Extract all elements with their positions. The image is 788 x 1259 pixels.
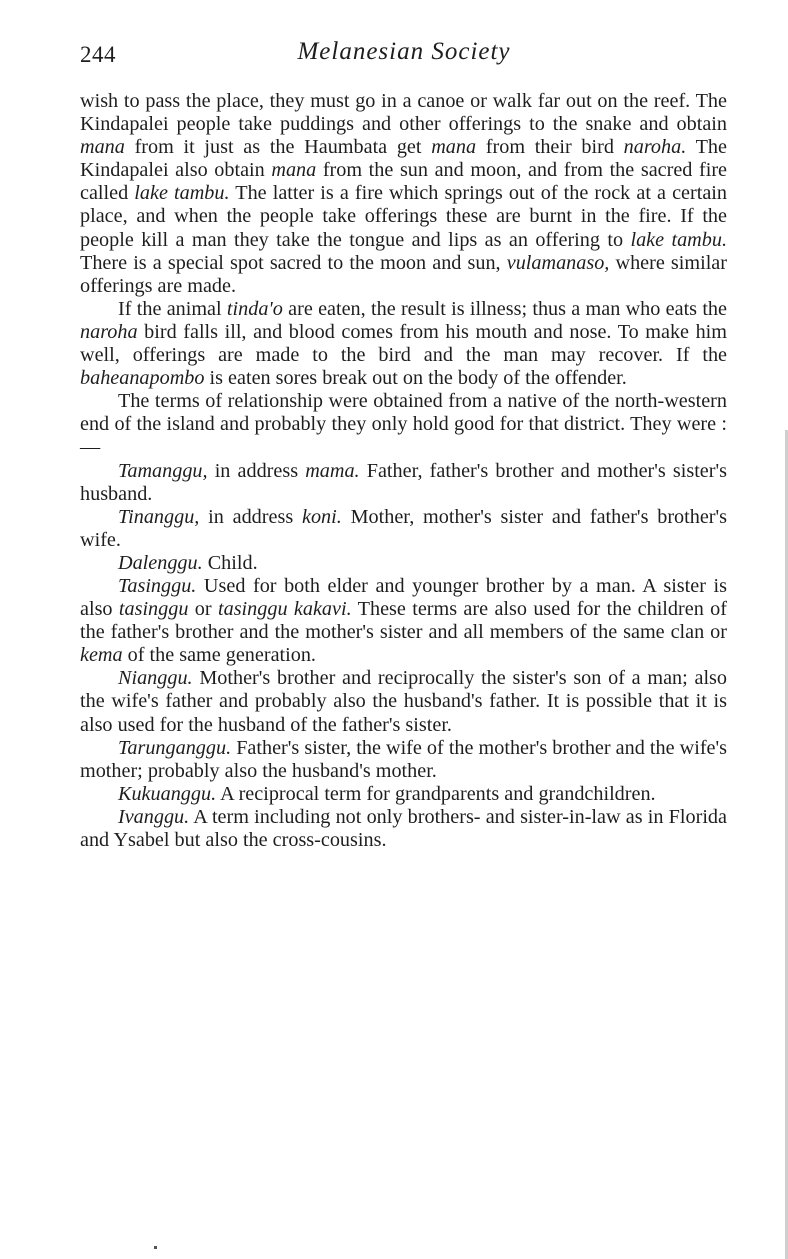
stray-ink-mark xyxy=(154,1246,157,1249)
text-run: A reciprocal term for grandparents and grandchildren. xyxy=(216,782,656,805)
text-run: wish to pass the place, they must go in a canoe or walk far out on the reef. The Kindapalei people take puddings and other offerings to the snake and obtain xyxy=(80,90,727,136)
italic-term: Tarunganggu. xyxy=(118,736,232,759)
text-run: from the sun and moon, and from the sacred fire called xyxy=(80,159,728,205)
italic-term: Tinanggu, xyxy=(118,505,200,528)
italic-term: baheanapombo xyxy=(80,367,205,390)
page-number: 244 xyxy=(80,42,116,67)
text-run: where similar offerings are made. xyxy=(80,251,727,297)
text-run: Father, father's brother and mother's sister's husband. xyxy=(80,459,727,505)
paragraph xyxy=(80,390,727,459)
text-run: of the same generation. xyxy=(122,644,316,667)
running-title: Melanesian Society xyxy=(297,38,511,65)
italic-term: koni. xyxy=(301,505,342,528)
italic-term: Tamanggu, xyxy=(118,459,208,482)
text-run: is eaten sores break out on the body of the offender. xyxy=(204,367,627,390)
italic-term: lake tambu. xyxy=(134,182,230,205)
text-run: Father's sister, the wife of the mother's brother and the wife's mother; probably also the husband's mother. xyxy=(80,736,727,782)
text-run: Child. xyxy=(202,551,258,574)
italic-term: mama. xyxy=(305,459,360,482)
text-run: are eaten, the result is illness; thus a man who eats the xyxy=(282,297,727,320)
italic-term: Ivanggu. xyxy=(118,805,190,828)
text-run: These terms are also used for the children of the father's brother and the mother's sister and all members of the same clan or xyxy=(80,598,727,644)
italic-term: mana xyxy=(80,136,125,159)
text-run: If the animal xyxy=(118,297,227,320)
paragraph xyxy=(80,552,727,575)
text-run: in address xyxy=(207,459,306,482)
text-run: The Kindapalei also obtain xyxy=(80,136,727,182)
paragraph xyxy=(80,806,727,852)
paragraph xyxy=(80,783,727,806)
italic-term: mana xyxy=(271,159,317,182)
italic-term: Tasinggu. xyxy=(118,574,197,597)
text-run: Mother's brother and reciprocally the sister's son of a man; also the wife's father and probably also the husband's father. It is possible that it is also used for the husband of the father's sister. xyxy=(80,667,727,736)
text-run: from their bird xyxy=(476,136,624,159)
italic-term: mana xyxy=(431,136,477,159)
text-run: The terms of relationship were obtained from a native of the north-western end of the island and probably they only hold good for that district. They were :— xyxy=(80,390,727,459)
paragraph xyxy=(80,506,727,552)
text-run: or xyxy=(188,598,218,621)
text-run: in address xyxy=(199,505,302,528)
italic-term: kema xyxy=(80,644,123,667)
text-run: There is a special spot sacred to the moon and sun, xyxy=(80,251,507,274)
italic-term: tasinggu kakavi. xyxy=(218,598,352,621)
italic-term: naroha xyxy=(80,320,138,343)
text-run: bird falls ill, and blood comes from his mouth and nose. To make him well, offerings are made to the bird and the man may recover. If the xyxy=(80,320,727,367)
paragraph xyxy=(80,298,727,390)
paragraph xyxy=(80,667,727,736)
paragraph xyxy=(80,460,727,506)
text-run: from it just as the Haumbata get xyxy=(124,136,432,159)
italic-term: Dalenggu. xyxy=(118,551,203,574)
italic-term: naroha. xyxy=(623,136,687,159)
text-run: The latter is a fire which springs out of the rock at a certain place, and when the people take offerings these are burnt in the fire. If the people kill a man they take the tongue and lips as an offering to xyxy=(80,182,727,251)
italic-term: vulamanaso, xyxy=(506,251,610,274)
text-run: A term including not only brothers- and sister-in-law as in Florida and Ysabel but also the cross-cousins. xyxy=(80,805,727,851)
italic-term: Kukuanggu. xyxy=(118,782,217,805)
italic-term: lake tambu. xyxy=(630,228,727,251)
italic-term: Nianggu. xyxy=(118,667,193,690)
paragraph xyxy=(80,575,727,667)
text-run: Mother, mother's sister and father's brother's wife. xyxy=(80,505,728,551)
page-header xyxy=(80,38,728,74)
paragraph xyxy=(80,737,727,783)
paragraph xyxy=(80,90,727,298)
italic-term: tinda'o xyxy=(226,297,283,320)
italic-term: tasinggu xyxy=(118,598,189,621)
text-run: Used for both elder and younger brother by a man. A sister is also xyxy=(80,574,727,621)
body-text xyxy=(80,90,727,852)
